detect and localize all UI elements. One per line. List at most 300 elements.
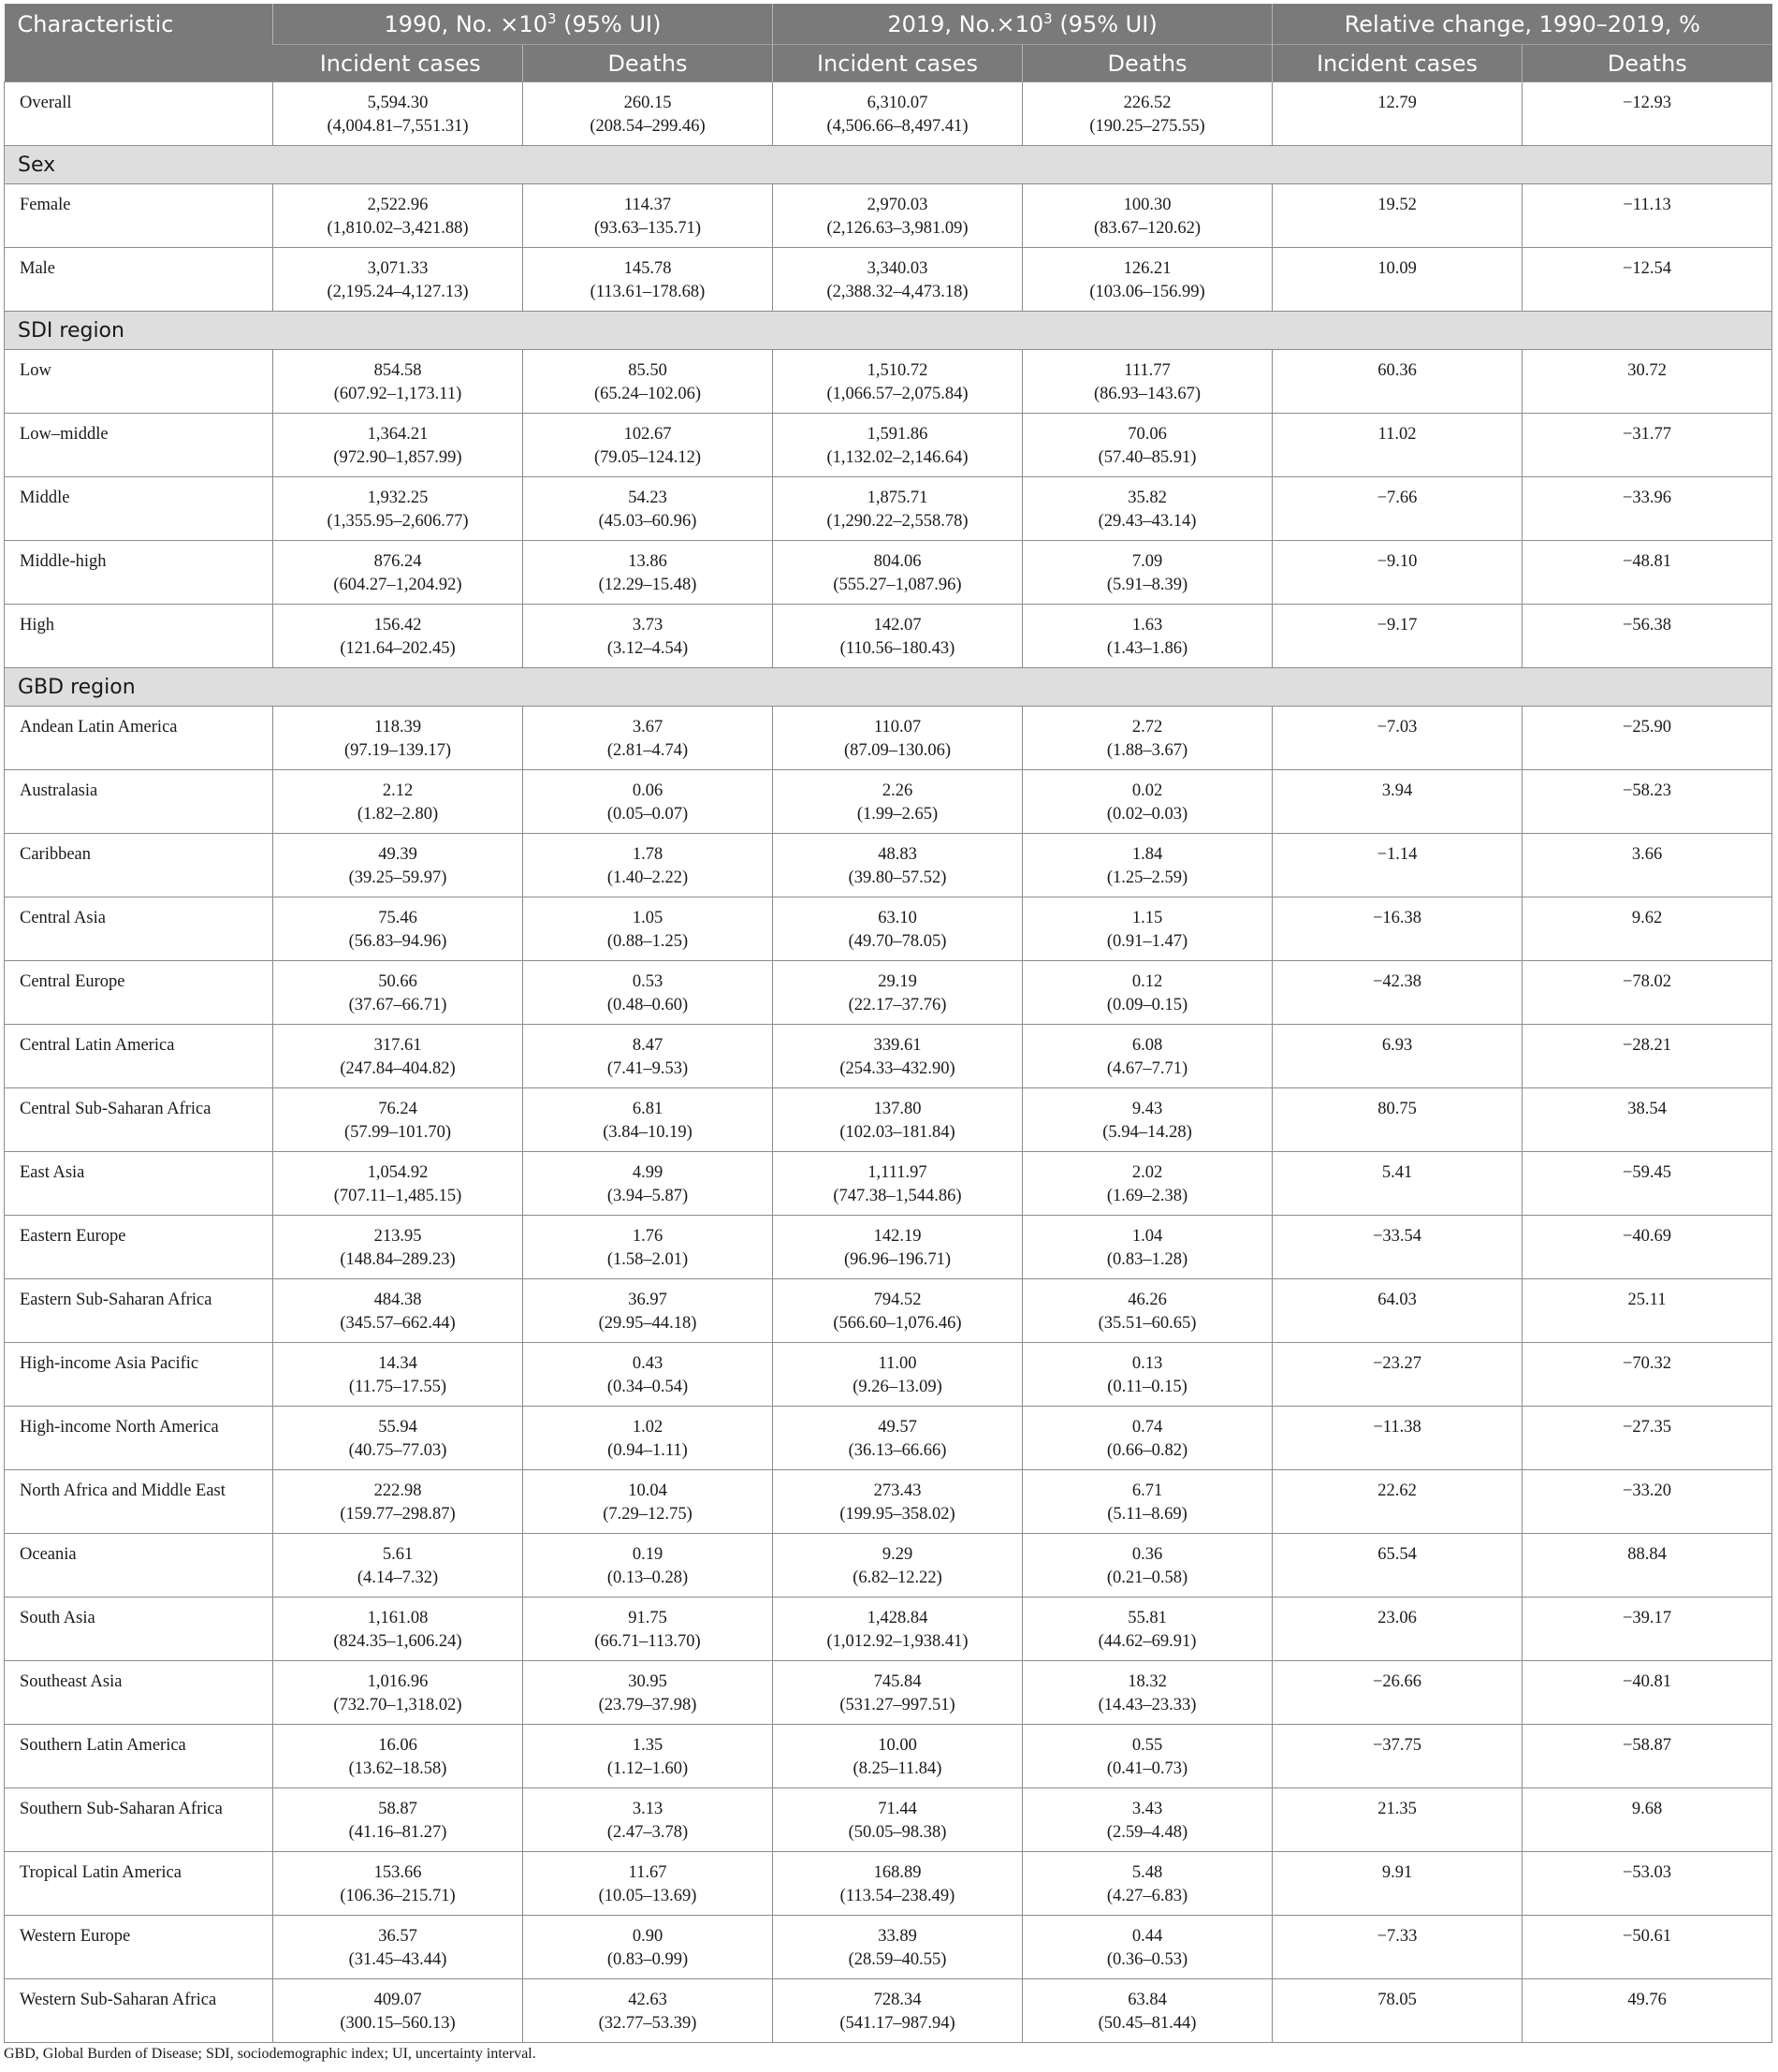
cell-value: 0.55 [1131, 1736, 1163, 1755]
cell-uncertainty-interval: (824.35–1,606.24) [333, 1632, 462, 1651]
cell-uncertainty-interval: (0.36–0.53) [1106, 1950, 1188, 1969]
cell-uncertainty-interval: (13.62–18.58) [348, 1759, 447, 1778]
cell-uncertainty-interval: (0.66–0.82) [1106, 1441, 1188, 1460]
cell-value: 0.19 [632, 1545, 663, 1564]
cell-change-deaths: −58.87 [1523, 1725, 1772, 1788]
cell-uncertainty-interval: (1.43–1.86) [1106, 639, 1188, 658]
table-row [5, 1216, 1772, 1279]
cell-value: 876.24 [373, 552, 422, 571]
cell-change-deaths: 38.54 [1523, 1088, 1772, 1152]
cell-change-cases: −7.03 [1273, 707, 1523, 770]
cell-cases1990 [273, 1979, 523, 2043]
table-footnote: GBD, Global Burden of Disease; SDI, sociodemographic index; UI, uncertainty interval. [4, 2046, 536, 2062]
cell-value: 142.19 [873, 1227, 922, 1246]
cell-change-cases: 3.94 [1273, 770, 1523, 834]
row-label: Middle [5, 477, 273, 541]
cell-deaths2019 [1023, 1725, 1273, 1788]
cell-cases2019 [773, 248, 1023, 312]
cell-change-cases: −7.66 [1273, 477, 1523, 541]
cell-change-cases: 65.54 [1273, 1534, 1523, 1598]
cell-deaths2019 [1023, 248, 1273, 312]
cell-cases2019 [773, 897, 1023, 961]
cell-uncertainty-interval: (35.51–60.65) [1098, 1314, 1197, 1333]
cell-uncertainty-interval: (1.58–2.01) [606, 1250, 689, 1269]
cell-value: 10.04 [628, 1481, 667, 1500]
cell-value: 3.13 [632, 1800, 663, 1818]
header-group-1990-superscript: 3 [547, 9, 557, 27]
table-row [5, 1916, 1772, 1979]
cell-deaths1990 [523, 541, 773, 605]
cell-value: 3.43 [1131, 1800, 1163, 1818]
cell-uncertainty-interval: (1.82–2.80) [357, 805, 439, 824]
row-label: Central Asia [5, 897, 273, 961]
cell-value: 85.50 [628, 361, 667, 380]
cell-uncertainty-interval: (2.47–3.78) [606, 1823, 689, 1842]
cell-cases2019 [773, 414, 1023, 477]
header-group-2019-text: 2019, No.×10 [887, 10, 1044, 37]
cell-value: 6.81 [632, 1100, 663, 1118]
cell-uncertainty-interval: (66.71–113.70) [594, 1632, 701, 1651]
cell-cases1990 [273, 1916, 523, 1979]
cell-cases2019 [773, 1979, 1023, 2043]
cell-uncertainty-interval: (56.83–94.96) [348, 932, 447, 951]
cell-deaths2019 [1023, 1025, 1273, 1088]
cell-value: 0.43 [632, 1354, 663, 1373]
cell-value: 1,016.96 [367, 1672, 429, 1691]
cell-uncertainty-interval: (5.91–8.39) [1106, 576, 1188, 594]
cell-uncertainty-interval: (747.38–1,544.86) [833, 1187, 962, 1205]
cell-change-deaths: 30.72 [1523, 350, 1772, 414]
cell-value: 42.63 [628, 1991, 667, 2009]
cell-cases2019 [773, 1598, 1023, 1661]
table-row [5, 1534, 1772, 1598]
cell-uncertainty-interval: (36.13–66.66) [848, 1441, 947, 1460]
cell-cases2019 [773, 770, 1023, 834]
cell-change-cases: −9.10 [1273, 541, 1523, 605]
cell-deaths1990 [523, 1470, 773, 1534]
cell-uncertainty-interval: (12.29–15.48) [598, 576, 697, 594]
row-label: Australasia [5, 770, 273, 834]
cell-uncertainty-interval: (31.45–43.44) [348, 1950, 447, 1969]
header-incident-cases-change: Incident cases [1273, 45, 1523, 82]
cell-change-deaths: −40.81 [1523, 1661, 1772, 1725]
cell-deaths2019 [1023, 1470, 1273, 1534]
cell-uncertainty-interval: (22.17–37.76) [848, 996, 947, 1014]
cell-value: 1.84 [1131, 845, 1163, 864]
cell-value: 70.06 [1128, 425, 1167, 444]
cell-change-cases: 60.36 [1273, 350, 1523, 414]
cell-value: 46.26 [1128, 1291, 1167, 1309]
cell-value: 11.67 [628, 1863, 667, 1882]
cell-deaths1990 [523, 1852, 773, 1916]
cell-uncertainty-interval: (6.82–12.22) [853, 1569, 942, 1587]
cell-deaths1990 [523, 834, 773, 897]
cell-value: 2,970.03 [867, 196, 928, 214]
cell-uncertainty-interval: (1.69–2.38) [1106, 1187, 1188, 1205]
cell-uncertainty-interval: (5.11–8.69) [1107, 1505, 1188, 1524]
cell-value: 1.05 [632, 909, 663, 927]
cell-deaths2019 [1023, 477, 1273, 541]
cell-cases1990 [273, 1725, 523, 1788]
cell-value: 1,054.92 [367, 1163, 429, 1182]
cell-uncertainty-interval: (79.05–124.12) [593, 448, 702, 467]
cell-value: 142.07 [873, 616, 922, 635]
cell-cases1990 [273, 961, 523, 1025]
table-row [5, 248, 1772, 312]
cell-deaths2019 [1023, 541, 1273, 605]
cell-uncertainty-interval: (41.16–81.27) [348, 1823, 447, 1842]
header-deaths-2019: Deaths [1023, 45, 1273, 82]
table-body [5, 82, 1772, 2043]
cell-cases1990 [273, 1470, 523, 1534]
row-label: East Asia [5, 1152, 273, 1216]
row-label: Central Europe [5, 961, 273, 1025]
cell-cases2019 [773, 1088, 1023, 1152]
cell-cases1990 [273, 541, 523, 605]
cell-deaths1990 [523, 1152, 773, 1216]
cell-cases1990 [273, 1152, 523, 1216]
cell-deaths1990 [523, 184, 773, 248]
cell-deaths2019 [1023, 1152, 1273, 1216]
cell-uncertainty-interval: (50.05–98.38) [848, 1823, 947, 1842]
cell-change-deaths: −58.23 [1523, 770, 1772, 834]
cell-uncertainty-interval: (113.61–178.68) [590, 283, 706, 301]
cell-value: 260.15 [623, 94, 672, 112]
header-characteristic: Characteristic [5, 4, 273, 82]
row-label: High-income Asia Pacific [5, 1343, 273, 1407]
cell-value: 54.23 [628, 489, 667, 507]
cell-uncertainty-interval: (106.36–215.71) [340, 1887, 456, 1905]
row-label: Low [5, 350, 273, 414]
table-header [5, 4, 1772, 82]
cell-uncertainty-interval: (604.27–1,204.92) [333, 576, 462, 594]
row-label: Tropical Latin America [5, 1852, 273, 1916]
cell-value: 1.15 [1131, 909, 1163, 927]
cell-cases2019 [773, 1279, 1023, 1343]
cell-deaths1990 [523, 1916, 773, 1979]
cell-uncertainty-interval: (0.94–1.11) [607, 1441, 688, 1460]
cell-change-cases: −7.33 [1273, 1916, 1523, 1979]
cell-uncertainty-interval: (7.29–12.75) [603, 1505, 692, 1524]
cell-value: 91.75 [628, 1609, 667, 1627]
cell-uncertainty-interval: (247.84–404.82) [340, 1059, 456, 1078]
cell-uncertainty-interval: (9.26–13.09) [853, 1378, 942, 1396]
cell-uncertainty-interval: (7.41–9.53) [606, 1059, 689, 1078]
cell-uncertainty-interval: (190.25–275.55) [1089, 117, 1205, 136]
section-header-row [5, 312, 1772, 350]
cell-value: 3.67 [632, 718, 663, 737]
cell-uncertainty-interval: (2,388.32–4,473.18) [826, 283, 969, 301]
cell-deaths2019 [1023, 897, 1273, 961]
cell-uncertainty-interval: (208.54–299.46) [590, 117, 706, 136]
cell-change-deaths: −12.54 [1523, 248, 1772, 312]
cell-cases2019 [773, 1916, 1023, 1979]
header-group-1990-suffix: (95% UI) [556, 10, 662, 37]
cell-deaths1990 [523, 1025, 773, 1088]
row-label: Middle-high [5, 541, 273, 605]
cell-uncertainty-interval: (44.62–69.91) [1098, 1632, 1197, 1651]
cell-uncertainty-interval: (0.09–0.15) [1106, 996, 1188, 1014]
table-row [5, 1343, 1772, 1407]
section-header-label: GBD region [5, 668, 1772, 707]
cell-change-deaths: 25.11 [1523, 1279, 1772, 1343]
cell-change-cases: 80.75 [1273, 1088, 1523, 1152]
cell-uncertainty-interval: (1.88–3.67) [1106, 741, 1188, 760]
cell-value: 168.89 [873, 1863, 922, 1882]
cell-value: 102.67 [623, 425, 672, 444]
cell-uncertainty-interval: (0.13–0.28) [606, 1569, 689, 1587]
cell-deaths1990 [523, 1343, 773, 1407]
cell-deaths1990 [523, 770, 773, 834]
cell-uncertainty-interval: (50.45–81.44) [1098, 2014, 1197, 2033]
section-header-row [5, 668, 1772, 707]
cell-value: 10.00 [878, 1736, 917, 1755]
cell-deaths1990 [523, 1216, 773, 1279]
cell-value: 7.09 [1131, 552, 1163, 571]
cell-uncertainty-interval: (972.90–1,857.99) [333, 448, 462, 467]
cell-change-cases: −16.38 [1273, 897, 1523, 961]
cell-cases2019 [773, 1852, 1023, 1916]
section-header-label: SDI region [5, 312, 1772, 350]
cell-deaths1990 [523, 1725, 773, 1788]
cell-value: 3.73 [632, 616, 663, 635]
cell-value: 156.42 [373, 616, 422, 635]
row-label: Southeast Asia [5, 1661, 273, 1725]
header-group-2019 [773, 4, 1273, 45]
cell-value: 484.38 [373, 1291, 422, 1309]
cell-value: 6,310.07 [867, 94, 928, 112]
cell-cases2019 [773, 834, 1023, 897]
cell-change-deaths: −40.69 [1523, 1216, 1772, 1279]
table-row [5, 834, 1772, 897]
cell-deaths1990 [523, 1279, 773, 1343]
cell-change-cases: −33.54 [1273, 1216, 1523, 1279]
cell-deaths1990 [523, 605, 773, 668]
table-row [5, 1088, 1772, 1152]
cell-deaths2019 [1023, 1407, 1273, 1470]
cell-change-cases: 5.41 [1273, 1152, 1523, 1216]
cell-value: 36.97 [628, 1291, 667, 1309]
cell-value: 71.44 [878, 1800, 917, 1818]
cell-deaths2019 [1023, 834, 1273, 897]
cell-deaths2019 [1023, 350, 1273, 414]
table-row [5, 1598, 1772, 1661]
header-row-groups [5, 4, 1772, 45]
cell-deaths1990 [523, 1407, 773, 1470]
header-group-2019-superscript: 3 [1043, 9, 1053, 27]
cell-value: 1,932.25 [367, 489, 429, 507]
cell-uncertainty-interval: (1.99–2.65) [856, 805, 939, 824]
table-row [5, 541, 1772, 605]
cell-uncertainty-interval: (102.03–181.84) [839, 1123, 955, 1142]
cell-value: 794.52 [873, 1291, 922, 1309]
header-incident-cases-1990: Incident cases [273, 45, 523, 82]
cell-value: 1,364.21 [367, 425, 429, 444]
cell-uncertainty-interval: (14.43–23.33) [1098, 1696, 1197, 1715]
cell-value: 0.74 [1131, 1418, 1163, 1437]
cell-change-cases: 19.52 [1273, 184, 1523, 248]
cell-value: 114.37 [623, 196, 672, 214]
cell-deaths1990 [523, 248, 773, 312]
table-row [5, 477, 1772, 541]
cell-uncertainty-interval: (29.43–43.14) [1098, 512, 1197, 531]
cell-change-deaths: −48.81 [1523, 541, 1772, 605]
cell-value: 153.66 [373, 1863, 422, 1882]
header-group-1990 [273, 4, 773, 45]
cell-value: 36.57 [378, 1927, 417, 1946]
cell-value: 2.02 [1131, 1163, 1163, 1182]
cell-deaths2019 [1023, 1279, 1273, 1343]
cell-deaths1990 [523, 897, 773, 961]
cell-value: 14.34 [378, 1354, 417, 1373]
cell-value: 9.29 [882, 1545, 913, 1564]
cell-uncertainty-interval: (300.15–560.13) [340, 2014, 456, 2033]
cell-value: 3,340.03 [867, 259, 928, 278]
cell-change-deaths: −25.90 [1523, 707, 1772, 770]
cell-deaths2019 [1023, 1661, 1273, 1725]
table-row [5, 350, 1772, 414]
cell-value: 745.84 [873, 1672, 922, 1691]
cell-cases1990 [273, 1598, 523, 1661]
cell-value: 2.72 [1131, 718, 1163, 737]
cell-value: 30.95 [628, 1672, 667, 1691]
cell-value: 9.43 [1131, 1100, 1163, 1118]
cell-cases2019 [773, 1470, 1023, 1534]
row-label: Southern Latin America [5, 1725, 273, 1788]
cell-cases1990 [273, 1279, 523, 1343]
cell-value: 0.36 [1131, 1545, 1163, 1564]
cell-value: 409.07 [373, 1991, 422, 2009]
cell-deaths2019 [1023, 184, 1273, 248]
row-label: Oceania [5, 1534, 273, 1598]
cell-value: 0.06 [632, 781, 663, 800]
cell-change-deaths: −33.20 [1523, 1470, 1772, 1534]
cell-cases1990 [273, 1534, 523, 1598]
cell-uncertainty-interval: (1,066.57–2,075.84) [826, 385, 969, 403]
cell-cases1990 [273, 1025, 523, 1088]
cell-value: 728.34 [873, 1991, 922, 2009]
cell-change-deaths: 9.62 [1523, 897, 1772, 961]
cell-uncertainty-interval: (39.25–59.97) [348, 868, 447, 887]
table-row [5, 1470, 1772, 1534]
cell-change-cases: −26.66 [1273, 1661, 1523, 1725]
header-deaths-1990: Deaths [523, 45, 773, 82]
cell-cases1990 [273, 1852, 523, 1916]
cell-value: 48.83 [878, 845, 917, 864]
cell-value: 118.39 [373, 718, 422, 737]
table-row [5, 1852, 1772, 1916]
cell-value: 1,161.08 [367, 1609, 429, 1627]
cell-uncertainty-interval: (29.95–44.18) [598, 1314, 697, 1333]
cell-uncertainty-interval: (39.80–57.52) [848, 868, 947, 887]
cell-value: 1.02 [632, 1418, 663, 1437]
cell-uncertainty-interval: (113.54–238.49) [839, 1887, 955, 1905]
cell-value: 11.00 [878, 1354, 917, 1373]
cell-change-deaths: −53.03 [1523, 1852, 1772, 1916]
cell-change-deaths: 9.68 [1523, 1788, 1772, 1852]
cell-change-deaths: 88.84 [1523, 1534, 1772, 1598]
data-table-container [4, 4, 1772, 2043]
cell-cases1990 [273, 834, 523, 897]
cell-value: 317.61 [373, 1036, 422, 1055]
cell-value: 2.12 [382, 781, 414, 800]
cell-uncertainty-interval: (0.83–0.99) [606, 1950, 689, 1969]
cell-cases1990 [273, 707, 523, 770]
cell-uncertainty-interval: (96.96–196.71) [843, 1250, 952, 1269]
cell-cases2019 [773, 184, 1023, 248]
cell-value: 2,522.96 [367, 196, 429, 214]
cell-uncertainty-interval: (254.33–432.90) [839, 1059, 955, 1078]
cell-change-deaths: 3.66 [1523, 834, 1772, 897]
cell-value: 273.43 [873, 1481, 922, 1500]
cell-uncertainty-interval: (4.27–6.83) [1106, 1887, 1188, 1905]
cell-value: 35.82 [1128, 489, 1167, 507]
cell-uncertainty-interval: (555.27–1,087.96) [833, 576, 962, 594]
cell-deaths1990 [523, 1088, 773, 1152]
cell-cases2019 [773, 477, 1023, 541]
table-row [5, 961, 1772, 1025]
table-row [5, 605, 1772, 668]
table-row [5, 1279, 1772, 1343]
cell-cases2019 [773, 1152, 1023, 1216]
cell-uncertainty-interval: (1,355.95–2,606.77) [327, 512, 469, 531]
cell-value: 29.19 [878, 972, 917, 991]
cell-value: 213.95 [373, 1227, 422, 1246]
cell-cases2019 [773, 1725, 1023, 1788]
cell-value: 0.02 [1131, 781, 1163, 800]
cell-uncertainty-interval: (37.67–66.71) [348, 996, 447, 1014]
cell-deaths1990 [523, 1534, 773, 1598]
cell-change-cases: 64.03 [1273, 1279, 1523, 1343]
cell-deaths2019 [1023, 82, 1273, 146]
cell-deaths1990 [523, 707, 773, 770]
cell-uncertainty-interval: (57.40–85.91) [1098, 448, 1197, 467]
cell-change-cases: 12.79 [1273, 82, 1523, 146]
cell-cases2019 [773, 541, 1023, 605]
cell-uncertainty-interval: (0.05–0.07) [606, 805, 689, 824]
table-row [5, 897, 1772, 961]
row-label: High [5, 605, 273, 668]
row-label: South Asia [5, 1598, 273, 1661]
cell-uncertainty-interval: (5.94–14.28) [1102, 1123, 1192, 1142]
cell-value: 339.61 [873, 1036, 922, 1055]
row-label: Western Sub-Saharan Africa [5, 1979, 273, 2043]
cell-deaths2019 [1023, 414, 1273, 477]
cell-deaths2019 [1023, 1534, 1273, 1598]
cell-cases1990 [273, 350, 523, 414]
cell-cases2019 [773, 707, 1023, 770]
table-row [5, 1788, 1772, 1852]
cell-value: 2.26 [882, 781, 913, 800]
cell-value: 76.24 [378, 1100, 417, 1118]
header-group-2019-suffix: (95% UI) [1052, 10, 1158, 37]
cell-value: 33.89 [878, 1927, 917, 1946]
table-row [5, 82, 1772, 146]
cell-uncertainty-interval: (1.40–2.22) [606, 868, 689, 887]
incidence-deaths-table [4, 4, 1772, 2043]
cell-uncertainty-interval: (23.79–37.98) [598, 1696, 697, 1715]
cell-deaths2019 [1023, 1343, 1273, 1407]
table-row [5, 1152, 1772, 1216]
cell-uncertainty-interval: (1,290.22–2,558.78) [826, 512, 969, 531]
cell-value: 13.86 [628, 552, 667, 571]
cell-uncertainty-interval: (0.83–1.28) [1106, 1250, 1188, 1269]
row-label: Overall [5, 82, 273, 146]
header-group-1990-text: 1990, No. ×10 [384, 10, 547, 37]
cell-uncertainty-interval: (1,012.92–1,938.41) [826, 1632, 969, 1651]
cell-uncertainty-interval: (110.56–180.43) [839, 639, 955, 658]
cell-uncertainty-interval: (11.75–17.55) [348, 1378, 447, 1396]
